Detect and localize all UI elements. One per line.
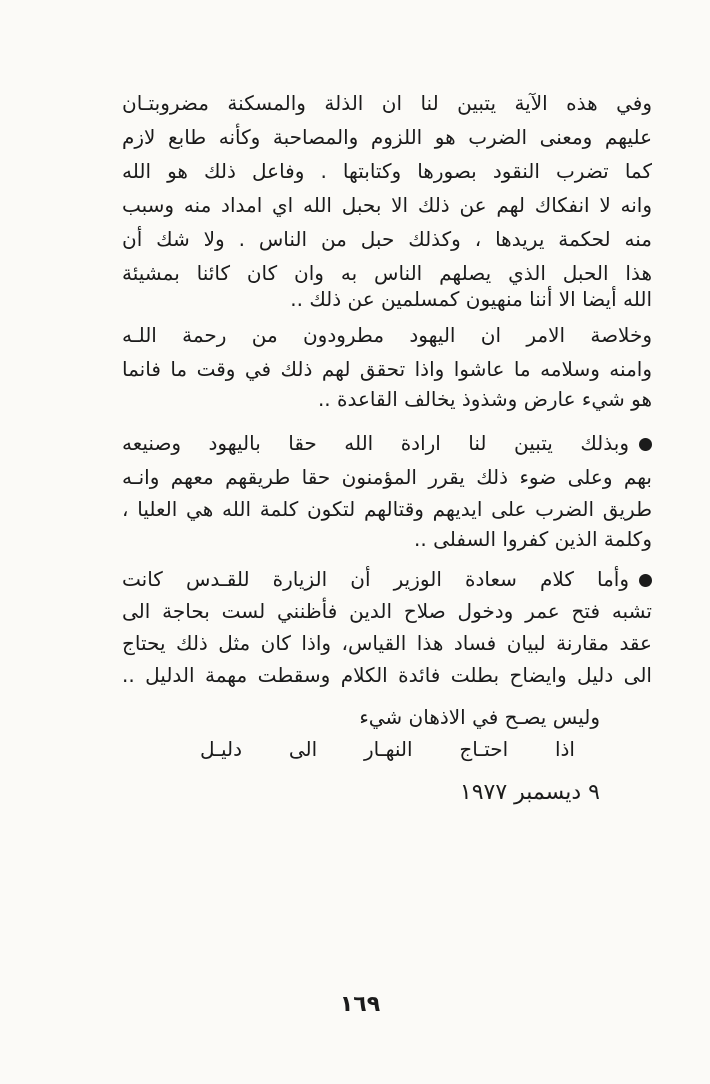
text-line: وفي هذه الآية يتبين لنا ان الذلة والمسكنة مضروبتـان bbox=[122, 91, 652, 115]
text-line: الله أيضا الا أننا منهيون كمسلمين عن ذلك .. bbox=[290, 287, 652, 311]
bleed-through-text bbox=[130, 828, 650, 846]
text-line: هذا الحبل الذي يصلهم الناس به وان كان كائنا بمشيئة bbox=[122, 261, 652, 285]
poem-line: اذا احتـاج النهـار الى دليـل bbox=[200, 737, 575, 761]
text-line: وانه لا انفكاك لهم عن ذلك الا بحبل الله اي امداد منه وسبب bbox=[122, 193, 652, 217]
text-line: بهم وعلى ضوء ذلك يقرر المؤمنون حقا طريقهم معهم وانـه bbox=[122, 465, 652, 489]
text-line: طريق الضرب على ايديهم وقتالهم لتكون كلمة الله هي العليا ، bbox=[122, 497, 652, 521]
poem-line: وليس يصـح في الاذهان شيء bbox=[359, 705, 600, 729]
text-line bbox=[122, 428, 652, 458]
text-line-content: وبذلك يتبين لنا ارادة الله حقا باليهود وصنيعه bbox=[122, 431, 629, 455]
text-line: عليهم ومعنى الضرب هو اللزوم والمصاحبة وكأنه طابع لازم bbox=[122, 125, 652, 149]
bullet-icon bbox=[639, 574, 652, 587]
date-text: ٩ ديسمبر ١٩٧٧ bbox=[459, 780, 600, 805]
text-line: عقد مقارنة لبيان فساد هذا القياس، واذا كان مثل ذلك يحتاج bbox=[122, 631, 652, 655]
text-line: تشبه فتح عمر ودخول صلاح الدين فأظنني لست بحاجة الى bbox=[122, 599, 652, 623]
text-line: كما تضرب النقود بصورها وكتابتها . وفاعل ذلك هو الله bbox=[122, 159, 652, 183]
text-line bbox=[122, 564, 652, 594]
text-line: وكلمة الذين كفروا السفلى .. bbox=[414, 527, 652, 551]
text-line: منه لحكمة يريدها ، وكذلك حبل من الناس . ولا شك أن bbox=[122, 227, 652, 251]
text-line: وخلاصة الامر ان اليهود مطرودون من رحمة اللـه bbox=[122, 323, 652, 347]
text-line: هو شيء عارض وشذوذ يخالف القاعدة .. bbox=[317, 387, 652, 411]
text-line-content: وأما كلام سعادة الوزير أن الزيارة للقـدس كانت bbox=[122, 567, 629, 591]
text-line: الى دليل وايضاح بطلت فائدة الكلام وسقطت مهمة الدليل .. bbox=[122, 663, 652, 687]
bullet-icon bbox=[639, 438, 652, 451]
page-number: ١٦٩ bbox=[339, 992, 381, 1017]
text-line: وامنه وسلامه ما عاشوا واذا تحقق لهم ذلك في وقت ما فانما bbox=[122, 357, 652, 381]
